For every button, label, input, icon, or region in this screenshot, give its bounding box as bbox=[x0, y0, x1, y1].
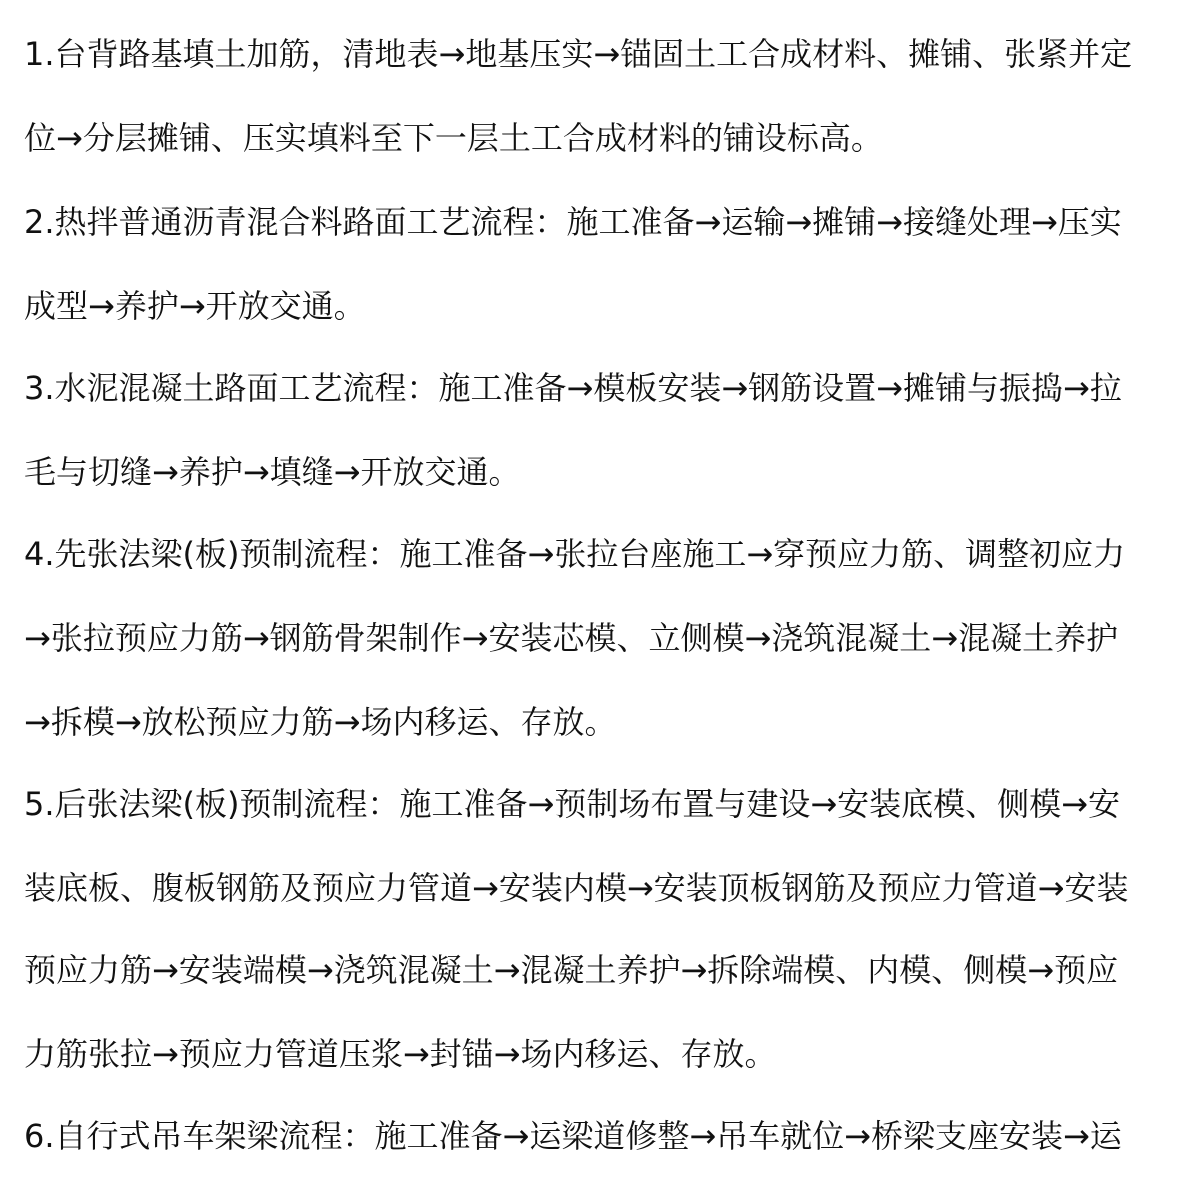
text-line-12: 预应力筋→安装端模→浇筑混凝土→混凝土养护→拆除端模、内模、侧模→预应 bbox=[24, 951, 1119, 989]
text-line-6: 毛与切缝→养护→填缝→开放交通。 bbox=[24, 453, 521, 491]
text-line-2: 位→分层摊铺、压实填料至下一层土工合成材料的铺设标高。 bbox=[24, 119, 883, 157]
text-line-5: 3.水泥混凝土路面工艺流程：施工准备→模板安装→钢筋设置→摊铺与振捣→拉 bbox=[24, 369, 1122, 407]
text-line-14: 6.自行式吊车架梁流程：施工准备→运梁道修整→吊车就位→桥梁支座安装→运 bbox=[24, 1117, 1122, 1155]
text-line-11: 装底板、腹板钢筋及预应力管道→安装内模→安装顶板钢筋及预应力管道→安装 bbox=[24, 869, 1129, 907]
text-line-13: 力筋张拉→预应力管道压浆→封锚→场内移运、存放。 bbox=[24, 1035, 777, 1073]
text-line-3: 2.热拌普通沥青混合料路面工艺流程：施工准备→运输→摊铺→接缝处理→压实 bbox=[24, 203, 1122, 241]
text-line-1: 1.台背路基填土加筋，清地表→地基压实→锚固土工合成材料、摊铺、张紧并定 bbox=[24, 35, 1133, 73]
text-line-8: →张拉预应力筋→钢筋骨架制作→安装芯模、立侧模→浇筑混凝土→混凝土养护 bbox=[24, 619, 1119, 657]
text-line-4: 成型→养护→开放交通。 bbox=[24, 287, 366, 325]
text-line-7: 4.先张法梁(板)预制流程：施工准备→张拉台座施工→穿预应力筋、调整初应力 bbox=[24, 535, 1126, 573]
text-line-9: →拆模→放松预应力筋→场内移运、存放。 bbox=[24, 703, 617, 741]
text-line-10: 5.后张法梁(板)预制流程：施工准备→预制场布置与建设→安装底模、侧模→安 bbox=[24, 785, 1120, 823]
